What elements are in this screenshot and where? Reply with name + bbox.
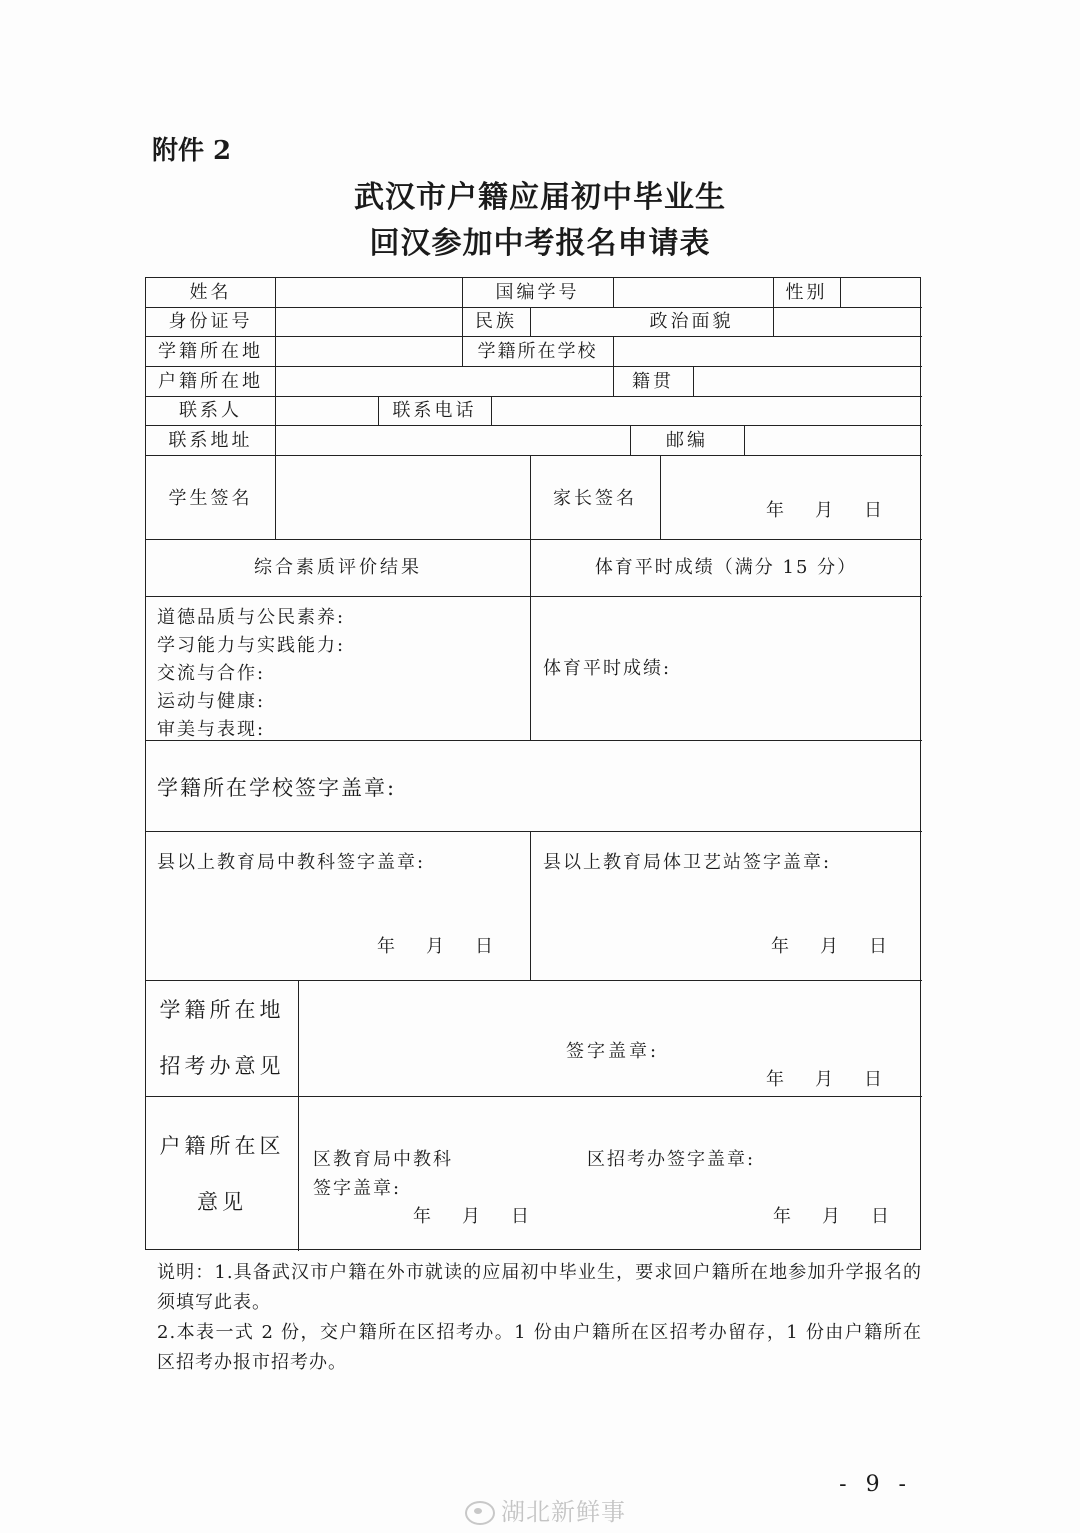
input-contact-person[interactable] [275, 396, 378, 425]
county-pe-station-seal: 县以上教育局体卫艺站签字盖章: [543, 852, 832, 873]
input-id-card[interactable] [275, 307, 462, 336]
eval-item-learning: 学习能力与实践能力: [157, 635, 346, 656]
input-contact-phone[interactable] [491, 396, 922, 425]
form-title-line2: 回汉参加中考报名申请表 [369, 226, 711, 261]
input-contact-address[interactable] [275, 425, 630, 455]
exam-office-date: 年 月 日 [766, 1069, 885, 1090]
note-2: 2.本表一式 2 份，交户籍所在区招考办。1 份由户籍所在区招考办留存，1 份由户籍所在区招考办报市招考办。 [157, 1322, 922, 1373]
input-school-reg-school[interactable] [613, 336, 922, 366]
district-edu-office-label: 区教育局中教科 [313, 1149, 453, 1170]
input-political-status[interactable] [773, 307, 922, 336]
district-edu-office-sign-seal: 签字盖章: [313, 1178, 402, 1199]
exam-office-sign-seal: 签字盖章: [566, 1041, 660, 1062]
eval-item-moral: 道德品质与公民素养: [157, 607, 346, 628]
label-parent-sign: 家长签名 [553, 488, 637, 509]
exam-office-label-line2: 招考办意见 [159, 1054, 285, 1078]
label-gender: 性别 [785, 282, 828, 303]
input-native-place[interactable] [693, 366, 922, 396]
county-edu-office-seal: 县以上教育局中教科签字盖章: [157, 852, 426, 873]
label-contact-address: 联系地址 [168, 430, 253, 451]
input-school-reg-location[interactable] [275, 336, 462, 366]
school-seal-label: 学籍所在学校签字盖章: [157, 776, 397, 800]
page-number: - 9 - [839, 1472, 912, 1497]
input-household-location[interactable] [275, 366, 613, 396]
note-1: 说明：1.具备武汉市户籍在外市就读的应届初中毕业生，要求回户籍所在地参加升学报名的须填写此表。 [157, 1262, 922, 1313]
label-ethnicity: 民族 [475, 311, 517, 332]
input-name[interactable] [275, 278, 462, 307]
district-label-line2: 意见 [197, 1190, 247, 1214]
input-national-id-no[interactable] [613, 278, 773, 307]
label-school-reg-location: 学籍所在地 [158, 341, 263, 362]
watermark [465, 1492, 626, 1527]
attachment-label: 附件 2 [152, 136, 232, 166]
district-edu-office-date: 年 月 日 [413, 1206, 532, 1227]
form-title-line1: 武汉市户籍应届初中毕业生 [354, 180, 726, 215]
parent-sign-date [766, 502, 885, 520]
label-contact-person: 联系人 [179, 400, 242, 421]
label-school-reg-school: 学籍所在学校 [477, 341, 598, 362]
input-postcode[interactable] [744, 425, 922, 455]
input-gender[interactable] [840, 278, 922, 307]
label-political-status: 政治面貌 [649, 311, 734, 332]
label-contact-phone: 联系电话 [392, 400, 477, 421]
day-label: 日 [864, 500, 885, 521]
district-label-line1: 户籍所在区 [159, 1134, 285, 1158]
input-student-sign[interactable] [275, 455, 530, 539]
county-pe-station-date: 年 月 日 [771, 936, 890, 957]
comprehensive-eval-header: 综合素质评价结果 [254, 557, 422, 578]
label-student-sign: 学生签名 [168, 488, 253, 509]
month-label: 月 [815, 500, 836, 521]
district-exam-office-seal: 区招考办签字盖章: [587, 1149, 756, 1170]
eval-item-health: 运动与健康: [157, 691, 266, 712]
label-household-location: 户籍所在地 [158, 371, 263, 392]
application-form-table [145, 277, 921, 1250]
label-id-card: 身份证号 [168, 311, 253, 332]
exam-office-label-line1: 学籍所在地 [159, 998, 285, 1022]
label-national-id-no: 国编学号 [495, 282, 580, 303]
eval-items-list [157, 604, 345, 744]
county-edu-office-date: 年 月 日 [377, 936, 496, 957]
eval-item-aesthetic: 审美与表现: [157, 719, 266, 740]
pe-score-label: 体育平时成绩: [543, 658, 672, 679]
label-name: 姓名 [189, 282, 232, 303]
input-ethnicity[interactable] [530, 307, 610, 336]
input-parent-sign[interactable] [660, 455, 922, 539]
label-native-place: 籍贯 [632, 371, 674, 392]
watermark-text: 湖北新鲜事 [501, 1498, 626, 1526]
form-notes [157, 1258, 922, 1378]
label-postcode: 邮编 [666, 430, 708, 451]
weibo-logo-icon [465, 1501, 495, 1525]
district-exam-office-date: 年 月 日 [773, 1206, 892, 1227]
year-label: 年 [766, 500, 787, 521]
pe-score-header: 体育平时成绩（满分 15 分） [594, 557, 858, 578]
eval-item-cooperation: 交流与合作: [157, 663, 266, 684]
